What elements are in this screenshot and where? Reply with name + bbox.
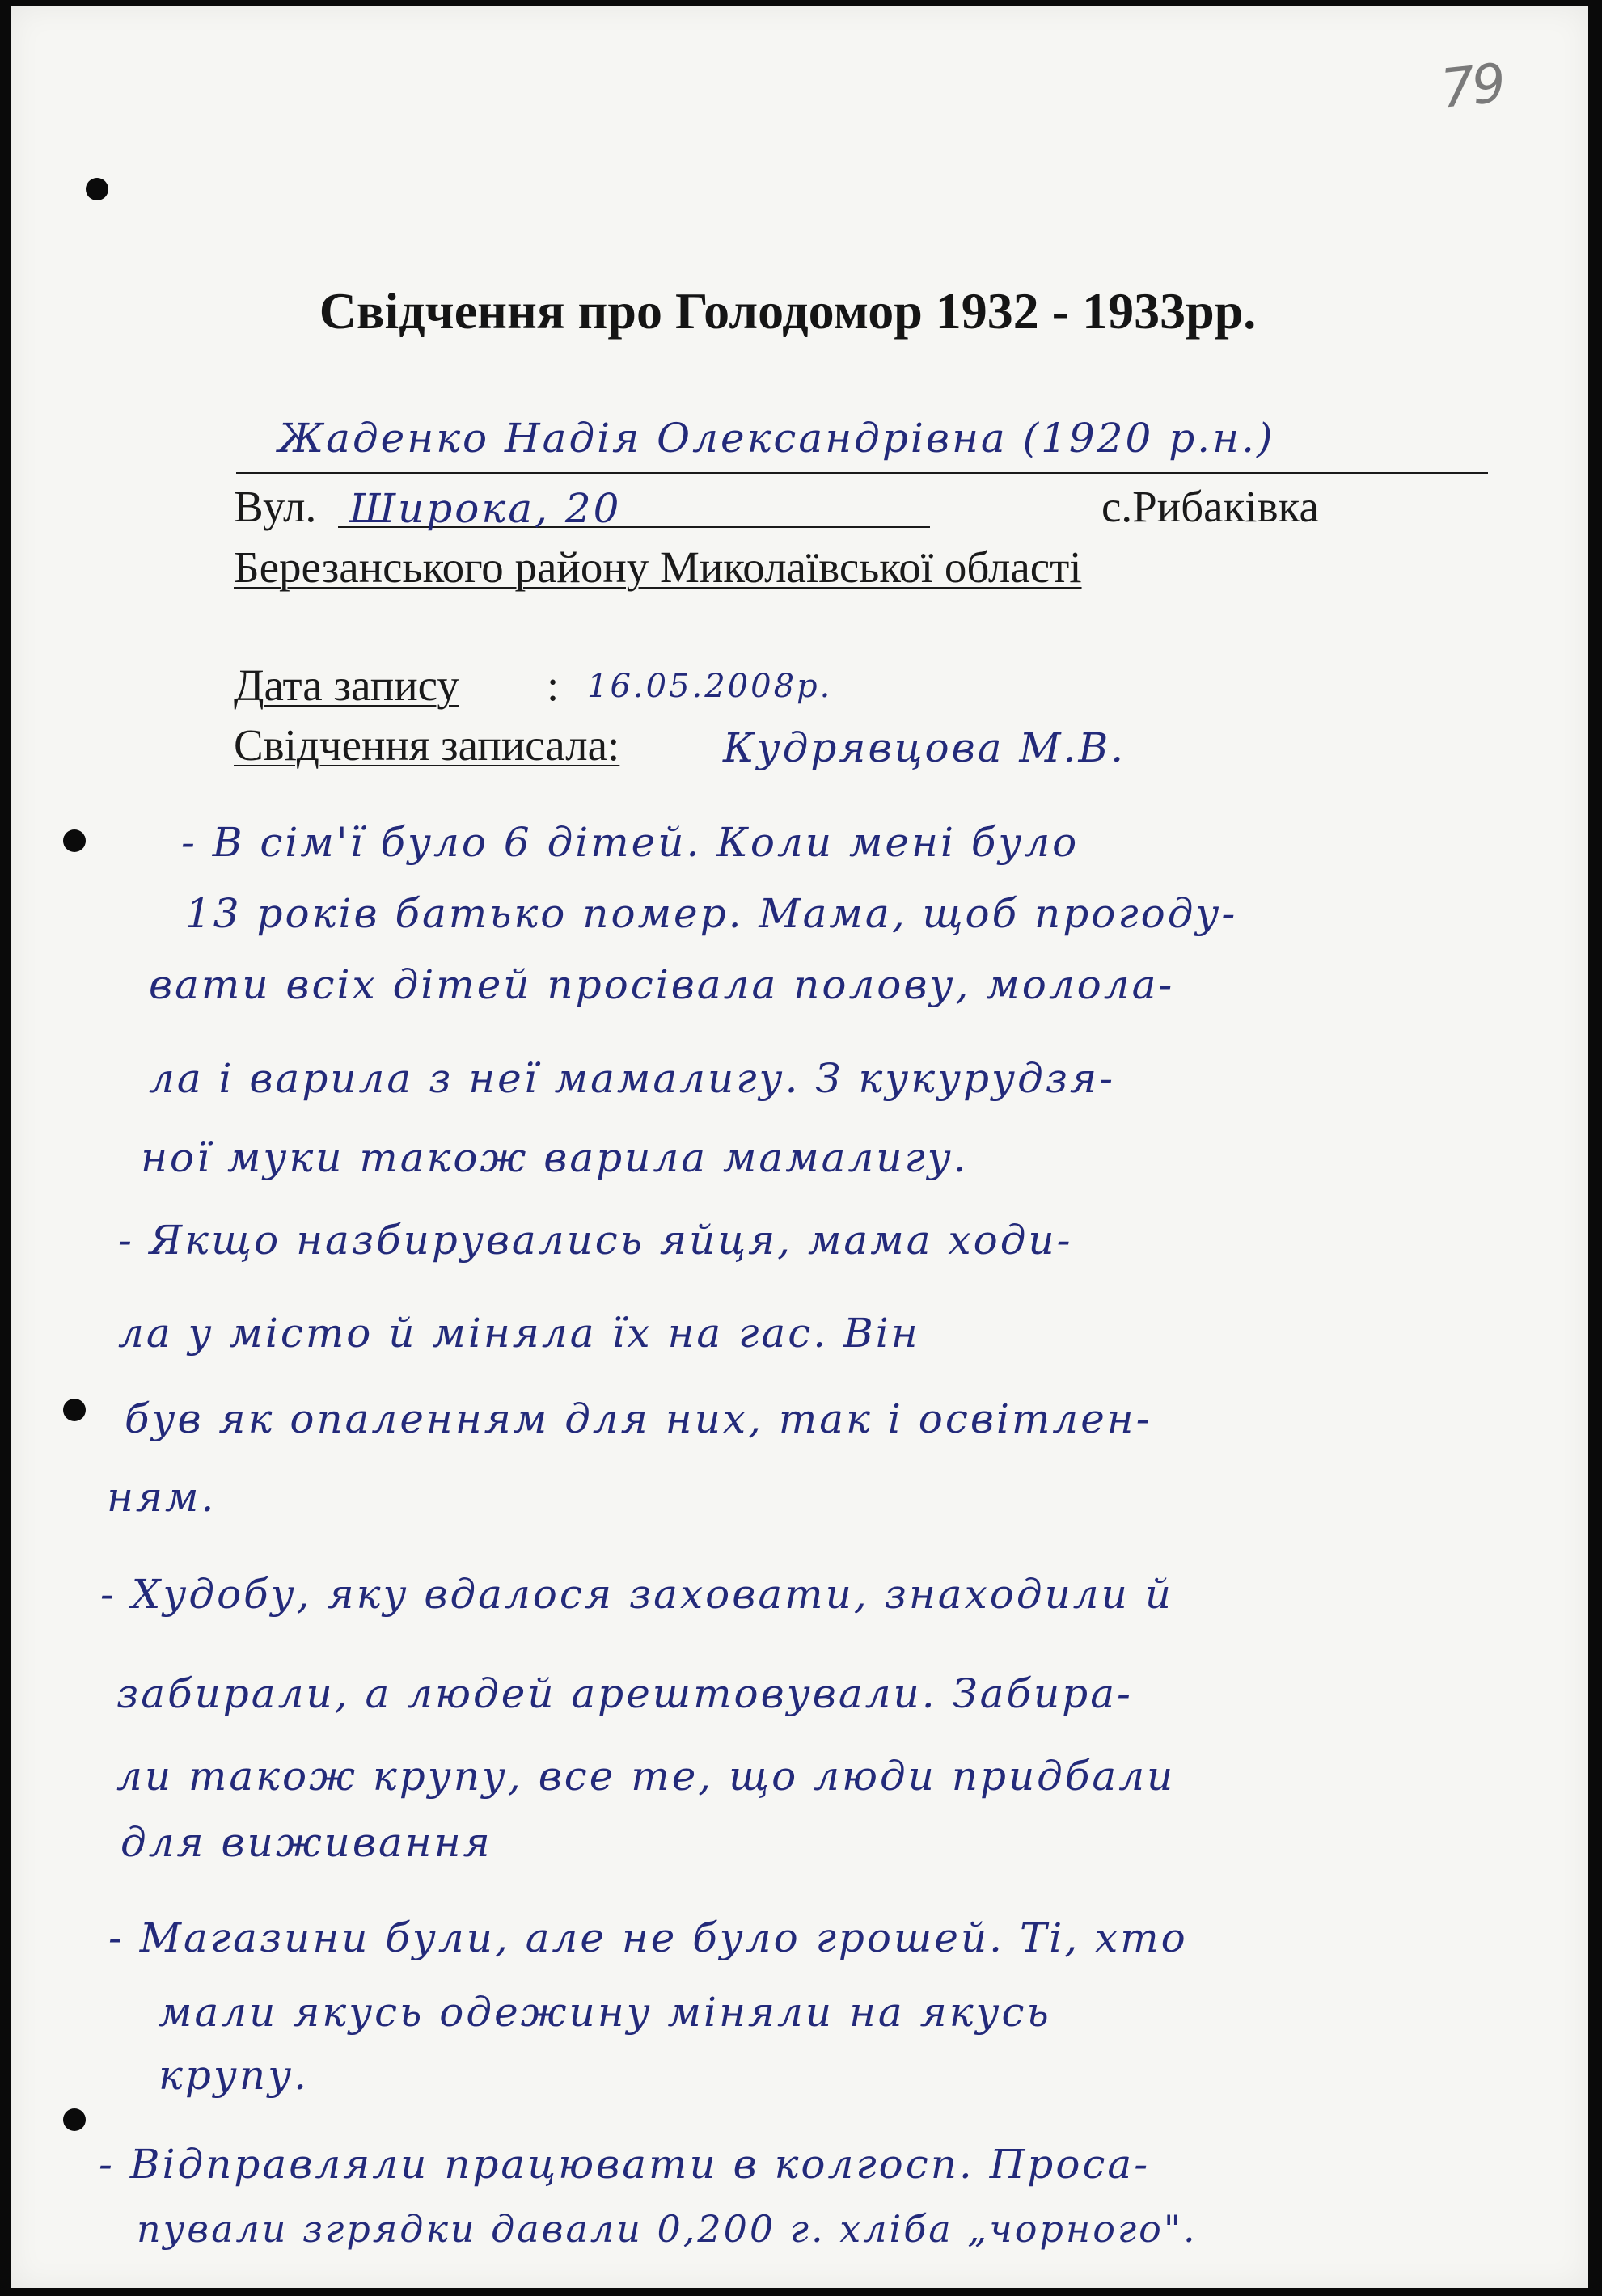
testimony-line: для виживання bbox=[120, 1819, 492, 1866]
testimony-line: вати всіх дітей просівала полову, молола- bbox=[149, 961, 1175, 1008]
testimony-line: 13 років батько помер. Мама, щоб прогоду- bbox=[185, 890, 1238, 937]
punch-hole bbox=[63, 1399, 86, 1421]
date-value: 16.05.2008р. bbox=[587, 668, 833, 705]
document-title: Свідчення про Голодомор 1932 - 1933рр. bbox=[319, 282, 1257, 340]
document-page bbox=[11, 6, 1588, 2288]
testimony-line: - Якщо назбирувались яйця, мама ходи- bbox=[118, 1217, 1073, 1264]
date-label: Дата запису bbox=[234, 661, 459, 710]
recorder-name: Кудрявцова М.В. bbox=[723, 724, 1126, 771]
name-underline bbox=[236, 472, 1488, 474]
recorder-label: Свідчення записала: bbox=[234, 720, 620, 770]
testimony-line: був як опаленням для них, так і освітлен- bbox=[125, 1395, 1152, 1442]
testimony-line: мали якусь одежину міняли на якусь bbox=[159, 1989, 1051, 2036]
region-text: Березанського району Миколаївської області bbox=[234, 542, 1082, 592]
page-number: 79 bbox=[1438, 52, 1506, 120]
testimony-line: - Магазини були, але не було грошей. Ті, хто bbox=[108, 1914, 1188, 1961]
street-label: Вул. bbox=[234, 482, 317, 531]
street-value: Широка, 20 bbox=[349, 485, 622, 532]
witness-name: Жаденко Надія Олександрівна (1920 р.н.) bbox=[278, 415, 1275, 462]
punch-hole bbox=[86, 178, 108, 200]
testimony-line: - Відправляли працювати в колгосп. Проса- bbox=[99, 2141, 1151, 2188]
testimony-line: ної муки також варила мамалигу. bbox=[141, 1134, 969, 1181]
testimony-line: - Худобу, яку вдалося заховати, знаходили й bbox=[100, 1571, 1173, 1618]
testimony-line: крупу. bbox=[159, 2052, 309, 2099]
date-colon: : bbox=[547, 661, 560, 710]
punch-hole bbox=[63, 829, 86, 852]
testimony-line: - В сім'ї було 6 дітей. Коли мені було bbox=[181, 819, 1080, 866]
testimony-line: ням. bbox=[107, 1474, 217, 1521]
testimony-line: ли також крупу, все те, що люди придбали bbox=[116, 1753, 1176, 1800]
testimony-line: ла у місто й міняла їх на гас. Він bbox=[118, 1310, 920, 1357]
testimony-line: ла і варила з неї мамалигу. З кукурудзя- bbox=[149, 1055, 1116, 1102]
testimony-line: забирали, а людей арештовували. Забира- bbox=[116, 1670, 1133, 1717]
village-name: с.Рибаківка bbox=[1101, 482, 1319, 531]
testimony-line: пували згрядки давали 0,200 г. хліба „чорного". bbox=[137, 2207, 1198, 2251]
punch-hole bbox=[63, 2108, 86, 2131]
